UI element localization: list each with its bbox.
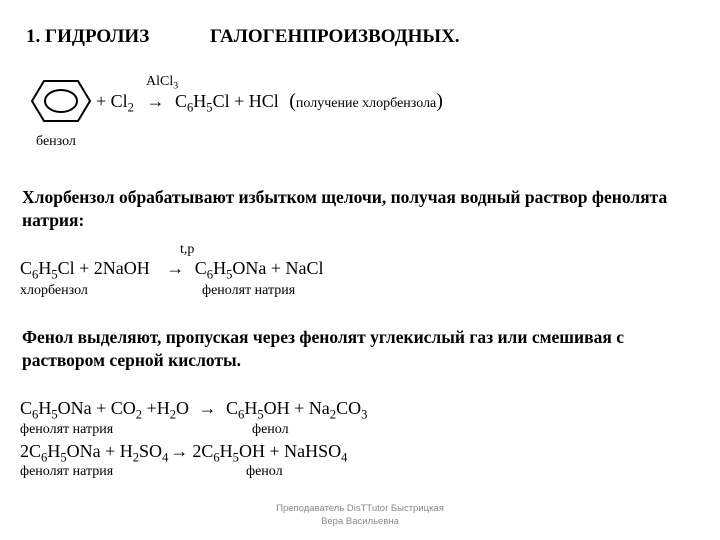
reaction-1-note: получение хлорбензола: [295, 96, 437, 111]
reaction-3-label-left: фенолят натрия: [20, 422, 114, 437]
footer-author-line-2: Вера Васильевна: [321, 516, 399, 527]
reaction-2-label-left: хлорбензол: [20, 283, 88, 298]
catalyst-alcl3: AlCl$_3$: [146, 74, 179, 92]
footer: [250, 502, 470, 528]
benzene-ring-icon: [30, 78, 92, 124]
reaction-3-equation: $C_6H_5ONa + CO_2 +H_2O \to C_6H_5OH + Na_2CO_3$: [20, 398, 368, 422]
reaction-2-equation: $C_6H_5Cl$ + 2NaOH → $C_6H_5ONa$ + NaCl: [20, 258, 324, 282]
benzene-label: бензол: [36, 134, 76, 149]
reaction-4-label-right: фенол: [246, 464, 283, 479]
paragraph-1: Хлорбензол обрабатывают избытком щелочи, получая водный раствор фенолята натрия:: [22, 187, 668, 230]
reaction-3-label-right: фенол: [252, 422, 289, 437]
reaction-4-label-left: фенолят натрия: [20, 464, 114, 479]
footer-author-line-1: Преподаватель DisTTutor Быстрицкая: [276, 503, 444, 514]
reaction-2-label-right: фенолят натрия: [202, 283, 296, 298]
reaction-1-equation: + $Cl_2 \to C_6H_5Cl$ + HCl (получение хлорбензола): [96, 90, 443, 115]
reaction-arrow-icon: →: [170, 441, 189, 461]
reaction-arrow-icon: →: [198, 398, 217, 418]
page-title: ГАЛОГЕНПРОИЗВОДНЫХ.: [210, 26, 460, 47]
reaction-arrow-icon: →: [146, 91, 165, 111]
paragraph-2: Фенол выделяют, пропуская через фенолят углекислый газ или смешивая с раствором серной кислоты.: [22, 327, 624, 370]
reaction-4-equation: $2C_6H_5ONa + H_2SO_4 \to 2C_6H_5OH$ + NaHSO$_4$: [20, 441, 348, 465]
page-title-number: 1. ГИДРОЛИЗ: [26, 26, 150, 47]
reaction-arrow-icon: →: [166, 258, 185, 278]
reaction-2-condition: t,p: [180, 242, 195, 257]
